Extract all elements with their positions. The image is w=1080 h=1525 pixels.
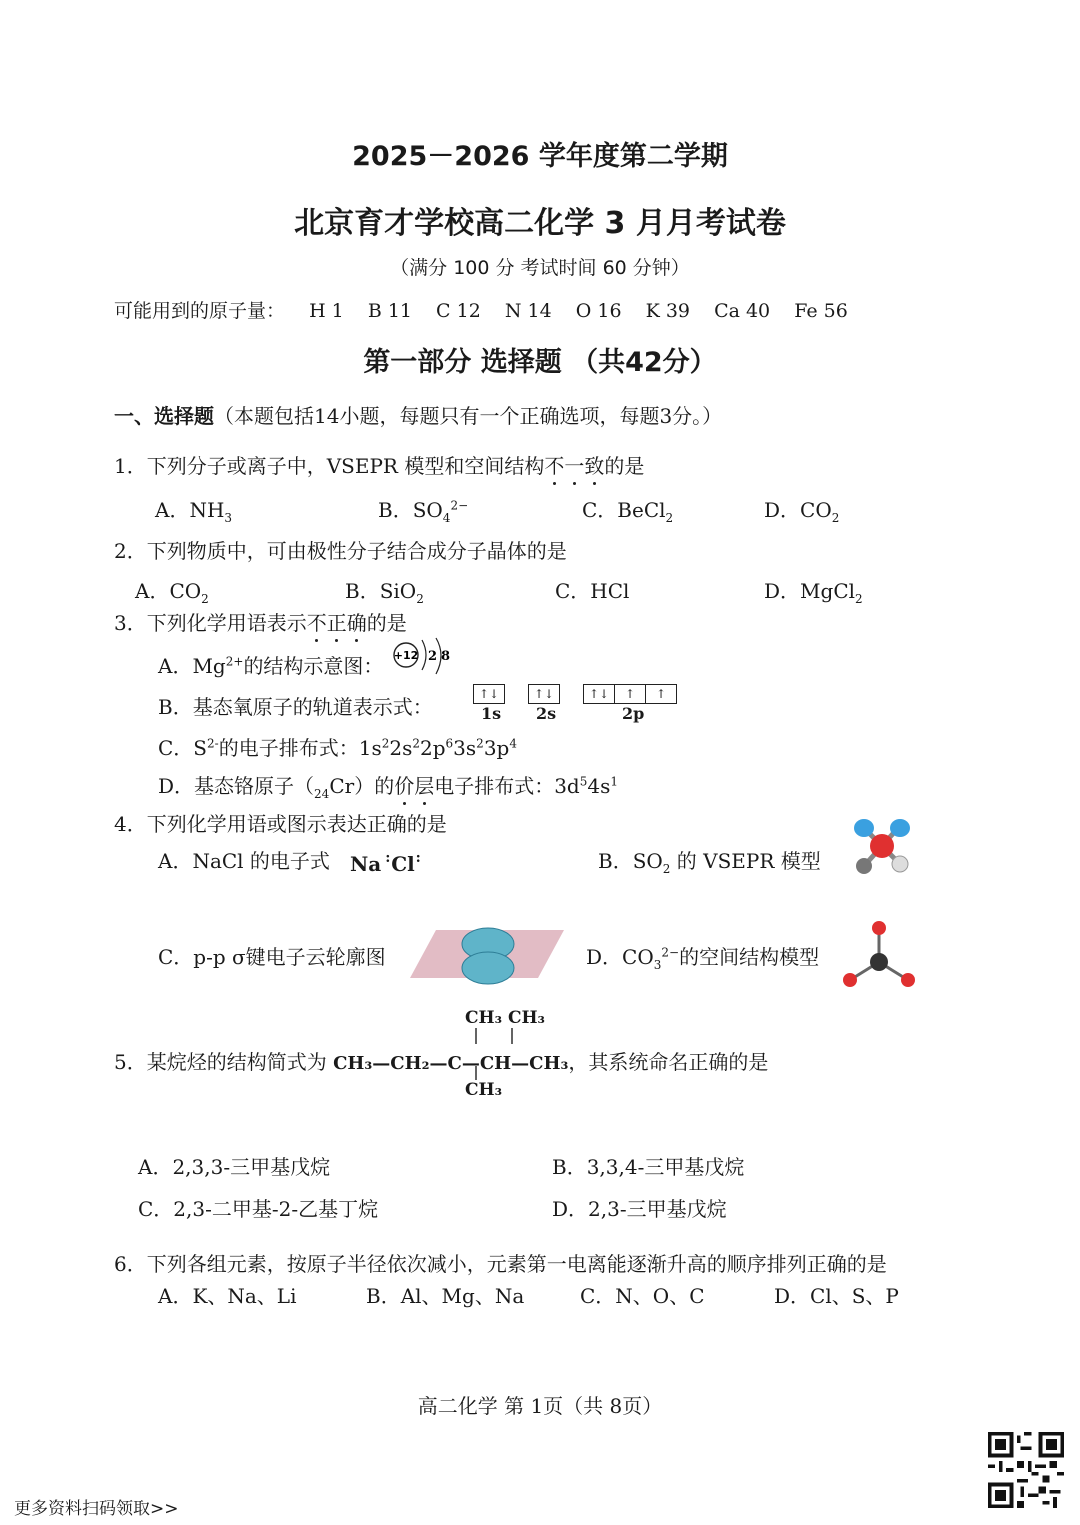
q2-option-a [135,575,209,606]
q1-d-text: D．CO [764,498,832,522]
q3-a-sup: 2+ [225,654,244,669]
q3-option-a [158,650,383,679]
q3-d-a: D．基态铬原子（ [158,774,315,798]
q3-stem-c: 的是 [366,611,407,635]
mass-b: B 11 [367,300,412,322]
q1-option-b [378,494,468,525]
q3-c-sup: 2- [207,736,219,751]
q3-emphasis [307,611,367,635]
q3-a-rest: 的结构示意图： [243,654,384,678]
q4-option-a: A．NaCl 的电子式 [158,849,330,873]
question-5-stem [114,1046,768,1075]
na-symbol: Na [350,852,382,876]
cfg: 3p [483,736,510,760]
q1-c-sub: 2 [665,511,674,525]
q4-option-b [598,845,821,876]
q3-option-c [158,732,517,761]
emphasis-char: 层 [414,774,435,798]
q2-option-b [345,575,424,606]
arrow-pair-icon: ↑↓ [584,685,615,703]
q1-d-sub: 2 [831,511,840,525]
question-4-stem: 4．下列化学用语或图示表达正确的是 [114,812,447,836]
q3-a-text: A．Mg [158,654,226,678]
q1-option-d [764,494,839,525]
q3-d-e: 5 [579,774,588,789]
q3-c-text: C．S [158,736,208,760]
qr-code-icon[interactable] [988,1432,1064,1508]
q4-b-rest: 的 VSEPR 模型 [670,849,821,873]
arrow-pair-icon: ↑↓ [533,687,555,701]
q3-stem-a: 3．下列化学用语表示 [114,611,307,635]
question-6-stem: 6．下列各组元素，按原子半径依次减小，元素第一电离能逐渐升高的顺序排列正确的是 [114,1252,887,1276]
mass-fe: Fe 56 [794,300,848,322]
q4-d-sup: 2− [661,945,680,960]
cl-symbol: Cl [391,852,415,876]
q3-d-emphasis [394,774,434,798]
q1-b-text: B．SO [378,498,443,522]
q5-option-b: B．3,3,4-三甲基戊烷 [552,1155,745,1179]
struct-top-groups: CH₃ CH₃ [465,1008,545,1028]
mass-h: H 1 [309,300,344,322]
q4-d-sub: 3 [653,958,662,972]
q3-d-d: 电子排布式：3d [434,774,580,798]
q4-d-text: D．CO [586,945,654,969]
q6-option-b: B．Al、Mg、Na [366,1284,525,1308]
q1-option-c [582,494,673,525]
q2-option-d [764,575,863,606]
mass-n: N 14 [504,300,552,322]
q6-option-d: D．Cl、S、P [774,1284,899,1308]
atomic-masses [114,296,866,323]
cfg: 3s [453,736,477,760]
q1-stem-a: 1．下列分子或离子中，VSEPR 模型和空间结构 [114,454,545,478]
q3-option-b: B．基态氧原子的轨道表示式： [158,695,433,719]
q5-stem-a: 5．某烷烃的结构简式为 [114,1050,327,1074]
emphasis-char: 不 [306,611,327,635]
q5-option-c: C．2,3-二甲基-2-乙基丁烷 [138,1197,379,1221]
q1-b-sup: 2− [450,498,469,513]
emphasis-char: 一 [564,454,585,478]
emphasis-char: 不 [544,454,565,478]
orbital-box-2s [528,684,560,704]
q3-d-f: 4s [587,774,611,798]
nacl-electron-formula [350,852,421,876]
q5-stem-b: ，其系统命名正确的是 [568,1050,769,1074]
question-3-stem [114,607,407,636]
atomic-mass-label: 可能用到的原子量： [114,300,286,322]
so2-vsepr-model-icon [846,812,918,880]
q5-option-d: D．2,3-三甲基戊烷 [552,1197,727,1221]
mass-c: C 12 [436,300,481,322]
cfg: 6 [445,736,454,751]
q3-c-rest: 的电子排布式：1s [218,736,382,760]
question-2-stem: 2．下列物质中，可由极性分子结合成分子晶体的是 [114,539,567,563]
q6-option-c: C．N、O、C [580,1284,705,1308]
part-note: （本题包括14小题，每题只有一个正确选项，每题3分。） [214,404,723,428]
q1-b-sub: 4 [442,511,451,525]
q1-c-text: C．BeCl [582,498,666,522]
emphasis-char: 价 [394,774,415,798]
q4-option-d [586,941,819,972]
struct-bottom-group: CH₃ [465,1080,503,1100]
question-1-stem [114,450,644,479]
mg-ion-structure-diagram [390,634,460,680]
q5-option-a: A．2,3,3-三甲基戊烷 [138,1155,331,1179]
orbital-box-2p [583,684,677,704]
q3-d-b: Cr）的 [329,774,395,798]
section-title: 第一部分 选择题 （共42分） [363,347,717,378]
cfg: 2 [476,736,484,751]
mg-shell-2: 8 [441,649,451,664]
q1-stem-c: 的是 [604,454,645,478]
mass-o: O 16 [575,300,622,322]
q1-option-a [155,494,232,525]
arrow-pair-icon: ↑↓ [478,687,500,701]
co3-structure-model-icon [838,918,920,992]
q2-option-c: C．HCl [555,579,630,603]
q2-d-sub: 2 [855,592,863,606]
cfg: 2 [381,736,390,751]
q2-a-text: A．CO [135,579,202,603]
mass-k: K 39 [645,300,691,322]
electron-dots-icon: : [385,850,391,866]
part-heading [114,400,722,429]
electron-dots-icon: : [415,850,421,866]
more-resources-link[interactable]: 更多资料扫码领取>> [14,1499,179,1519]
exam-title: 北京育才学校高二化学 3 月月考试卷 [294,206,786,241]
emphasis-char: 正 [326,611,347,635]
q3-d-sub: 24 [314,787,330,801]
q4-option-c: C．p-p σ键电子云轮廓图 [158,945,386,969]
q2-d-text: D．MgCl [764,579,856,603]
exam-term: 2025－2026 学年度第二学期 [352,141,728,172]
q1-a-sub: 3 [224,511,233,525]
mg-shell-1: 2 [428,649,438,664]
cfg: 2p [420,736,446,760]
q3-option-d [158,770,618,801]
part-label: 一、选择题 [114,404,214,428]
mass-ca: Ca 40 [714,300,771,322]
q4-b-text: B．SO [598,849,663,873]
orbital-label-1s: 1s [481,704,502,723]
p-p-sigma-orbital-icon [408,926,566,990]
mg-nucleus-label: +12 [393,649,419,662]
q1-a-text: A．NH [155,498,225,522]
q1-emphasis [544,454,604,478]
orbital-box-1s [473,684,505,704]
arrow-up-icon: ↑ [615,685,646,703]
struct-main-chain: CH₃—CH₂—C—CH—CH₃ [333,1053,569,1074]
cfg: 2 [412,736,420,751]
page-footer: 高二化学 第 1页（共 8页） [417,1394,663,1418]
q3-d-g: 1 [610,774,619,789]
exam-meta: （满分 100 分 考试时间 60 分钟） [390,257,690,279]
q2-b-text: B．SiO [345,579,417,603]
emphasis-char: 确 [346,611,367,635]
q2-a-sub: 2 [201,592,209,606]
q4-b-sub: 2 [662,862,671,876]
cfg: 4 [509,736,517,751]
q2-b-sub: 2 [416,592,424,606]
q6-option-a: A．K、Na、Li [158,1284,297,1308]
arrow-up-icon: ↑ [655,687,667,701]
q4-d-rest: 的空间结构模型 [679,945,820,969]
cfg: 2s [389,736,413,760]
emphasis-char: 致 [584,454,605,478]
orbital-label-2s: 2s [536,704,557,723]
orbital-label-2p: 2p [622,704,645,723]
